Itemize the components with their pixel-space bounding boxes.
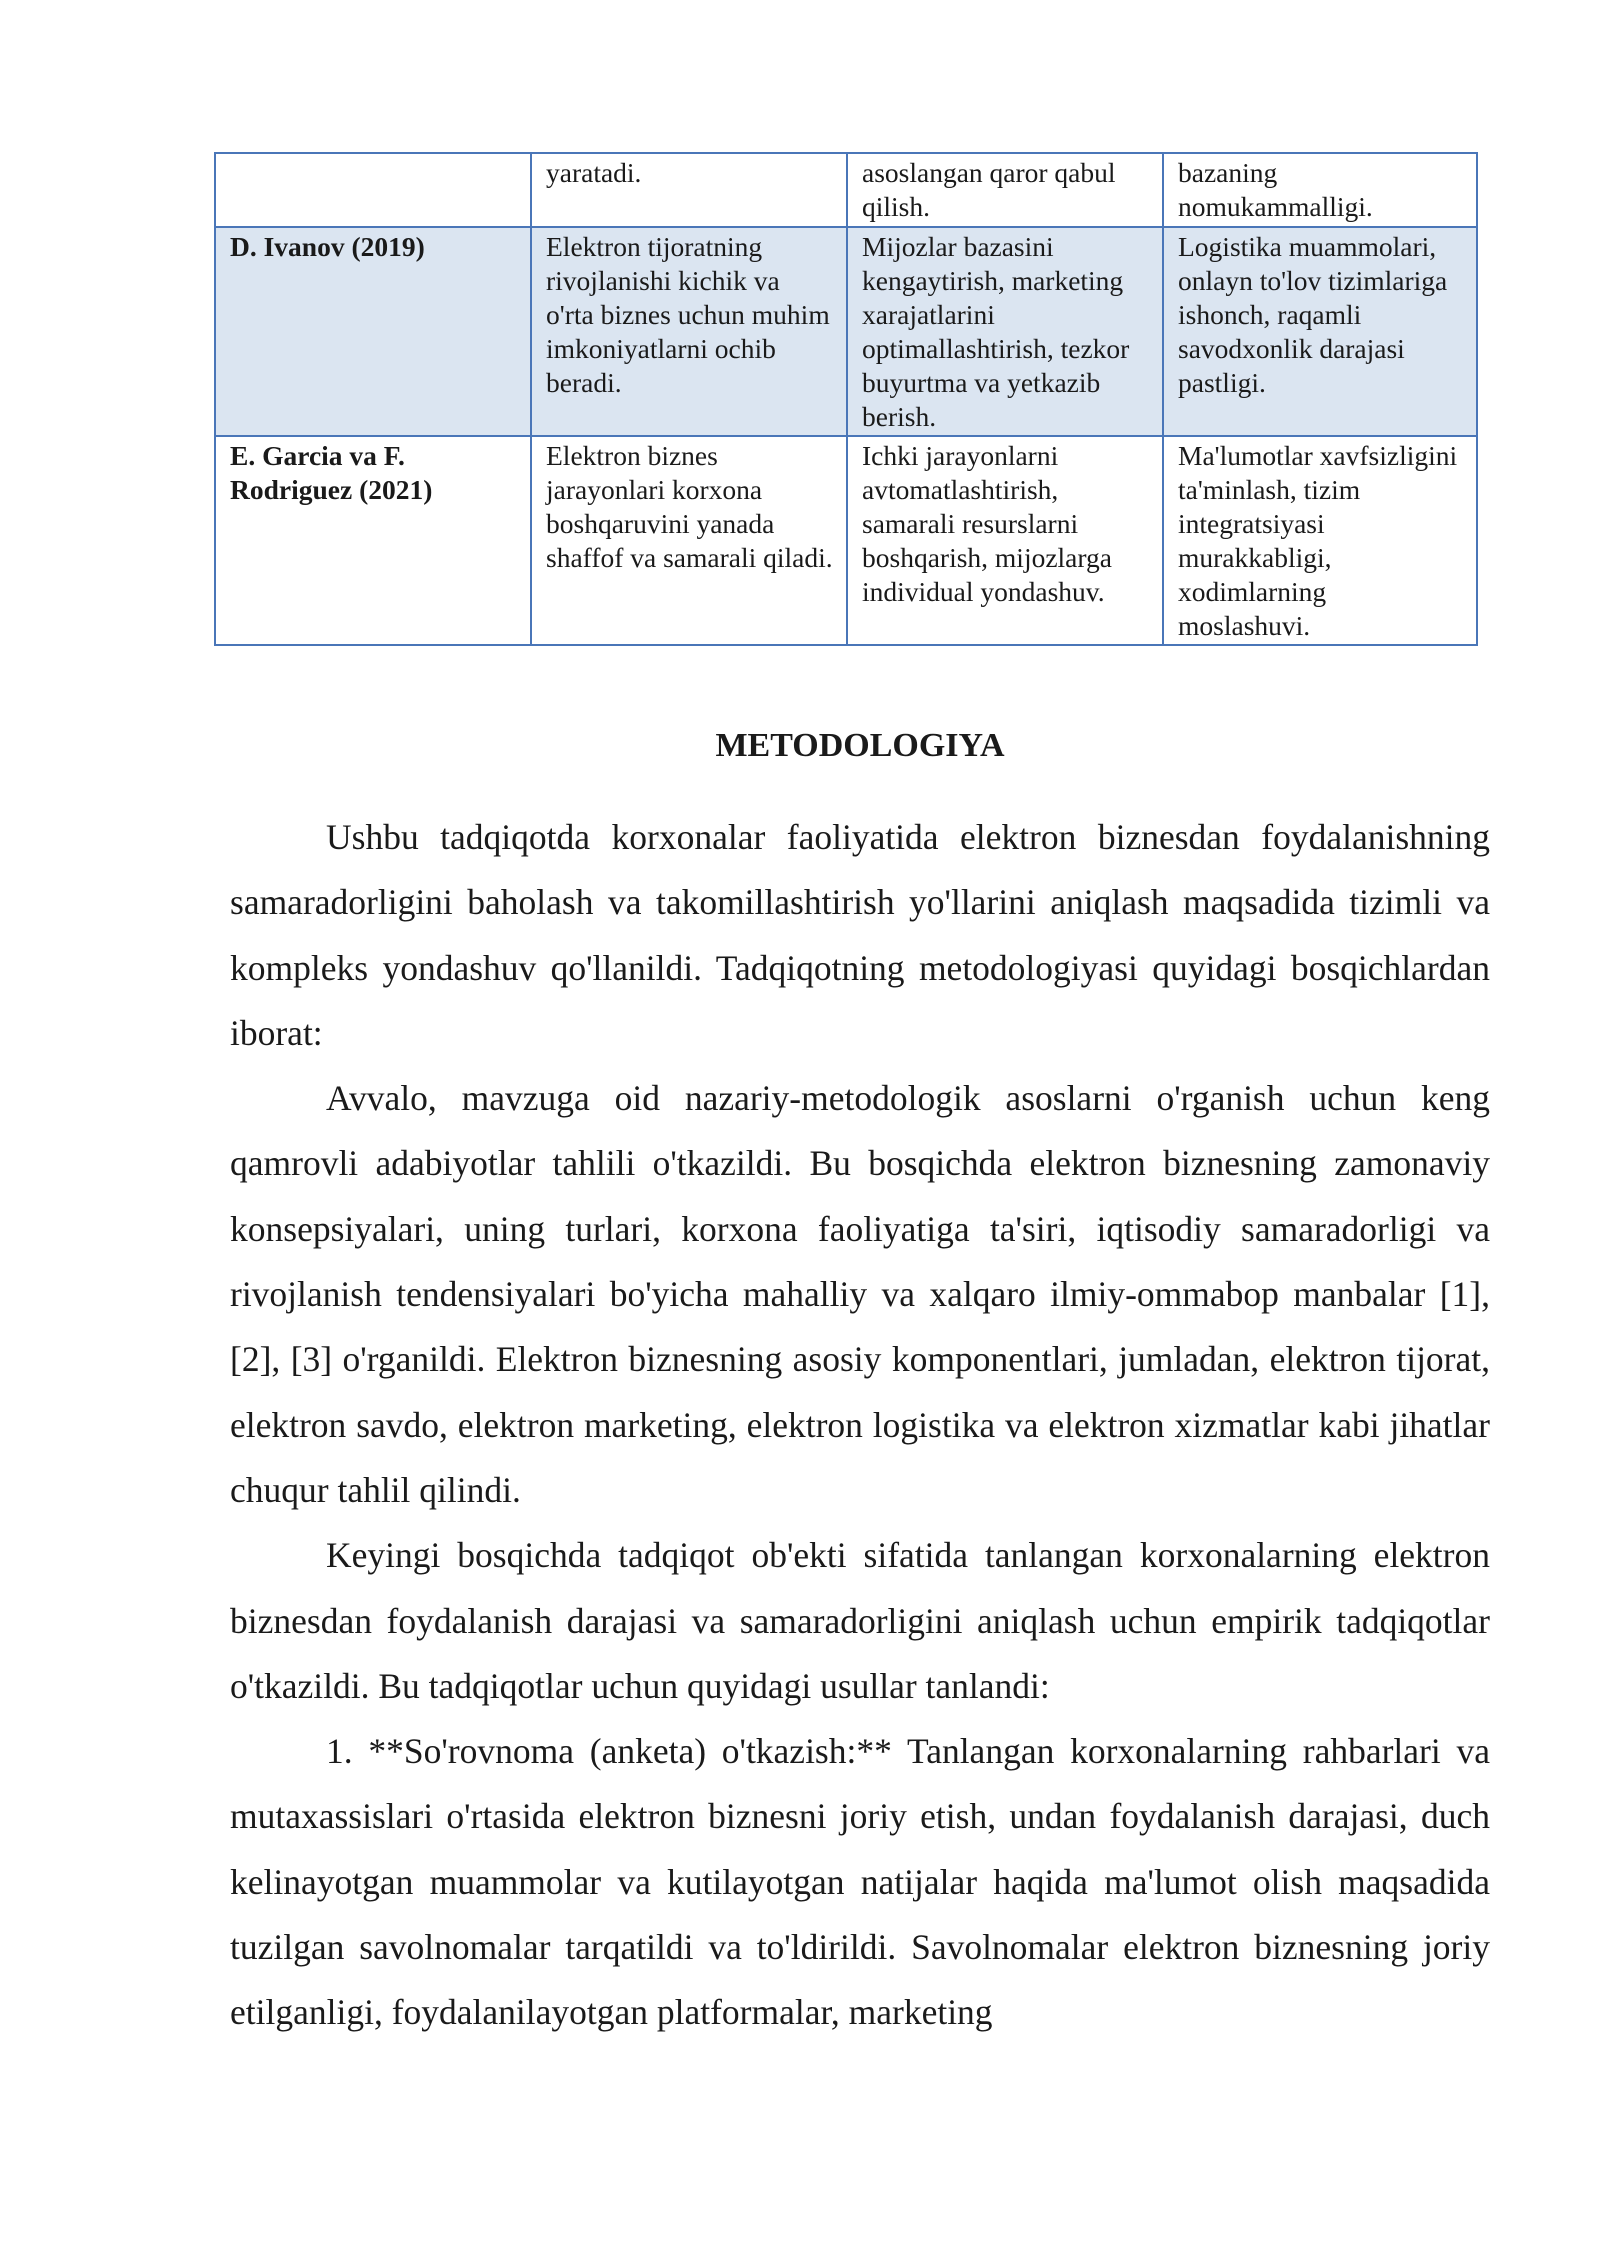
advantages-cell: Ichki jarayonlarni avtomatlashtirish, samarali resurslarni boshqarish, mijozlarga individual yondashuv.	[847, 436, 1163, 645]
paragraph: Keyingi bosqichda tadqiqot ob'ekti sifatida tanlangan korxonalarning elektron biznesdan foydalanish darajasi va samaradorligini aniqlash uchun empirik tadqiqotlar o'tkazildi. Bu tadqiqotlar uchun quyidagi usullar tanlandi:	[230, 1535, 1490, 1706]
table-row	[215, 436, 1477, 645]
author-cell: E. Garcia va F. Rodriguez (2021)	[215, 436, 531, 645]
conclusion-cell: yaratadi.	[531, 153, 847, 227]
conclusion-cell: Elektron tijoratning rivojlanishi kichik va o'rta biznes uchun muhim imkoniyatlarni ochib beradi.	[531, 227, 847, 436]
table-row	[215, 227, 1477, 436]
advantages-cell: Mijozlar bazasini kengaytirish, marketing xarajatlarini optimallashtirish, tezkor buyurtma va yetkazib berish.	[847, 227, 1163, 436]
table-row	[215, 153, 1477, 227]
problems-cell: Ma'lumotlar xavfsizligini ta'minlash, tizim integratsiyasi murakkabligi, xodimlarning moslashuvi.	[1163, 436, 1477, 645]
paragraph: 1. **So'rovnoma (anketa) o'tkazish:** Tanlangan korxonalarning rahbarlari va mutaxassislari o'rtasida elektron biznesni joriy etish, undan foydalanish darajasi, duch kelinayotgan muammolar va kutilayotgan natijalar haqida ma'lumot olish maqsadida tuzilgan savolnomalar tarqatildi va to'ldirildi. Savolnomalar elektron biznesning joriy etilganligi, foydalanilayotgan platformalar, marketing	[230, 1731, 1490, 2033]
problems-cell: bazaning nomukammalligi.	[1163, 153, 1477, 227]
author-cell	[215, 153, 531, 227]
advantages-cell: asoslangan qaror qabul qilish.	[847, 153, 1163, 227]
section-heading: METODOLOGIYA	[715, 727, 1005, 764]
author-cell: D. Ivanov (2019)	[215, 227, 531, 436]
literature-review-table	[214, 152, 1478, 646]
paragraph: Ushbu tadqiqotda korxonalar faoliyatida elektron biznesdan foydalanishning samaradorligini baholash va takomillashtirish yo'llarini aniqlash maqsadida tizimli va kompleks yondashuv qo'llanildi. Tadqiqotning metodologiyasi quyidagi bosqichlardan iborat:	[230, 817, 1490, 1053]
conclusion-cell: Elektron biznes jarayonlari korxona boshqaruvini yanada shaffof va samarali qiladi.	[531, 436, 847, 645]
body-text	[230, 805, 1490, 2046]
paragraph: Avvalo, mavzuga oid nazariy-metodologik asoslarni o'rganish uchun keng qamrovli adabiyotlar tahlili o'tkazildi. Bu bosqichda elektron biznesning zamonaviy konsepsiyalari, uning turlari, korxona faoliyatiga ta'siri, iqtisodiy samaradorligi va rivojlanish tendensiyalari bo'yicha mahalliy va xalqaro ilmiy-ommabop manbalar [1], [2], [3] o'rganildi. Elektron biznesning asosiy komponentlari, jumladan, elektron tijorat, elektron savdo, elektron marketing, elektron logistika va elektron xizmatlar kabi jihatlar chuqur tahlil qilindi.	[230, 1078, 1490, 1510]
problems-cell: Logistika muammolari, onlayn to'lov tizimlariga ishonch, raqamli savodxonlik darajasi pastligi.	[1163, 227, 1477, 436]
